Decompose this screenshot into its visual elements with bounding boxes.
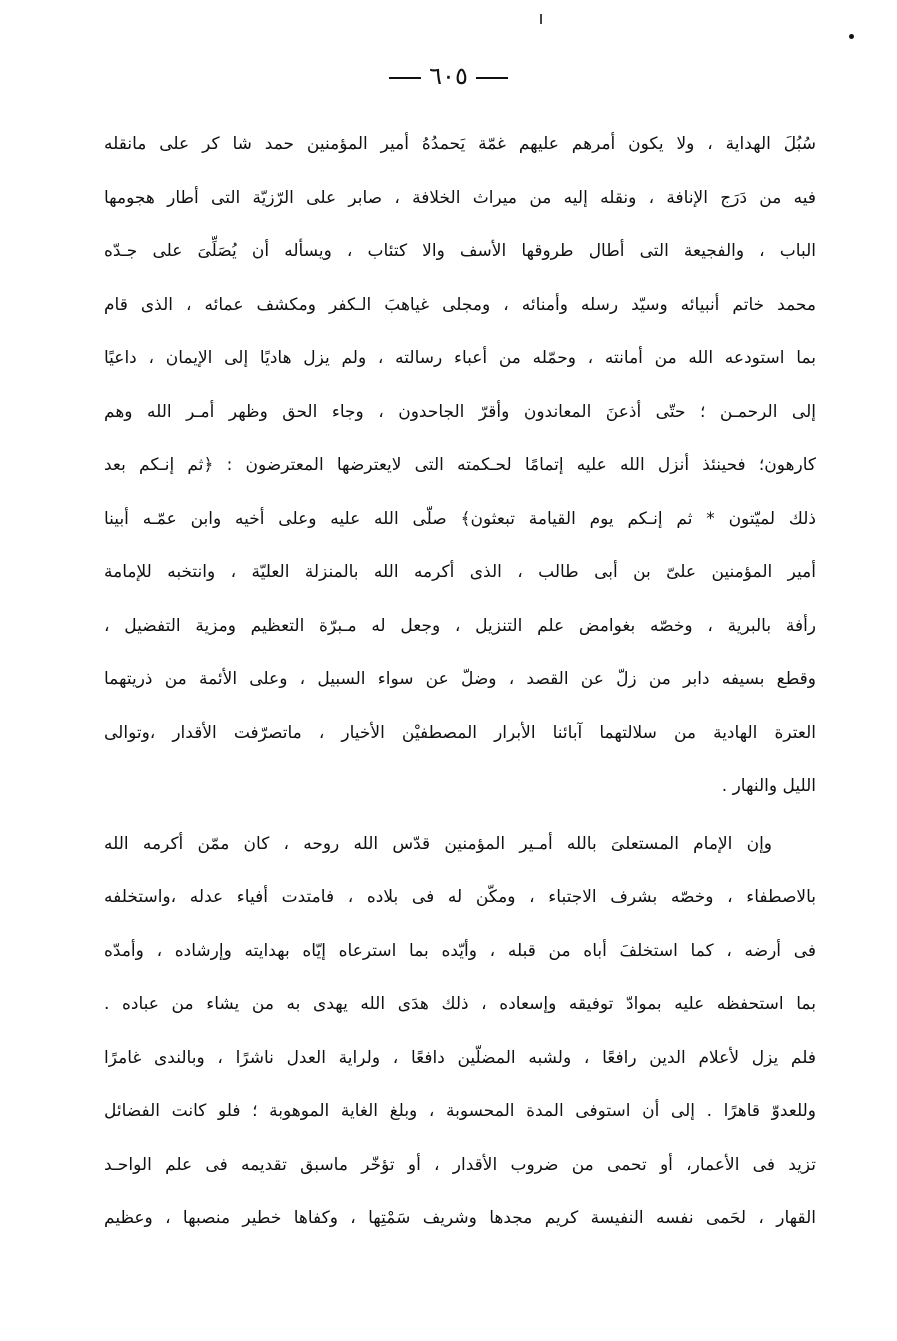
- text-line: سُبُلَ الهداية ، ولا يكون أمرهم عليهم غمّة يَحمدُهُ أمير المؤمنين حمد شا كر على مانقله: [104, 134, 816, 154]
- text-line: ذلك لميّتون * ثم إنـكم يوم القيامة تبعثون﴾ صلّى الله عليه وعلى أخيه وابن عمّـه أبينا: [104, 508, 816, 529]
- text-line: الباب ، والفجيعة التى أطال طروقها الأسف والا كتئاب ، ويسأله أن يُصَلِّىَ على جـدّه: [104, 241, 816, 261]
- paragraph-2: [104, 818, 816, 1246]
- body-text: [104, 118, 816, 1246]
- text-line: الليل والنهار .: [721, 776, 816, 796]
- text-line: بالاصطفاء ، وخصّه بشرف الاجتباء ، ومكّن له فى بلاده ، فامتدت أفياء عدله ،واستخلفه: [104, 887, 816, 907]
- page-number-dash-left: [389, 77, 421, 79]
- page-number-dash-right: [476, 77, 508, 79]
- text-line: بما استحفظه عليه بموادّ توفيقه وإسعاده ، ذلك هدَى الله يهدى به من يشاء من عباده .: [104, 994, 816, 1014]
- text-line: وإن الإمام المستعلىَ بالله أمـير المؤمنين قدّس الله روحه ، كان ممّن أكرمه الله: [104, 833, 772, 854]
- text-line: وللعدوّ قاهرًا . إلى أن استوفى المدة المحسوبة ، وبلغ الغاية الموهوبة ؛ فلو كانت الفضائل: [104, 1101, 816, 1121]
- text-line: أمير المؤمنين علىّ بن أبى طالب ، الذى أكرمه الله بالمنزلة العليّة ، وانتخبه للإمامة: [104, 562, 816, 582]
- text-line: بما استودعه الله من أمانته ، وحمّله من أعباء رسالته ، ولم يزل هاديًا إلى الإيمان ، داعيًا: [104, 348, 816, 368]
- text-line: فى أرضه ، كما استخلفَ أباه من قبله ، وأيّده بما استرعاه إيّاه بهدايته وإرشاده ، وأمدّه: [104, 940, 816, 961]
- text-line: فلم يزل لأعلام الدين رافعًا ، ولشبه المضلّين دافعًا ، ولراية العدل ناشرًا ، وبالندى غامرًا: [104, 1047, 816, 1068]
- text-line: وقطع بسيفه دابر من زلّ عن القصد ، وضلّ عن سواء السبيل ، وعلى الأئمة من ذريتهما: [104, 669, 816, 689]
- paragraph-1: [104, 118, 816, 814]
- text-line: كارهون؛ فحينئذ أنزل الله عليه إتمامًا لحـكمته التى لايعترضها المعترضون : ﴿ثم إنـكم بعد: [104, 455, 816, 475]
- text-line: فيه من دَرَج الإنافة ، ونقله إليه من ميراث الخلافة ، صابر على الرّزيّة التى أطار هجومها: [104, 187, 816, 208]
- ink-speck: [849, 34, 854, 39]
- text-line: محمد خاتم أنبيائه وسيّد رسله وأمنائه ، ومجلى غياهبَ الـكفر ومكشف عمائه ، الذى قام: [104, 294, 816, 315]
- text-line: العترة الهادية من سلالتهما آبائنا الأبرار المصطفيْن الأخيار ، ماتصرّفت الأقدار ،وتوالى: [104, 722, 816, 743]
- text-line: رأفة بالبرية ، وخصّه بغوامض علم التنزيل ، وجعل له مـبرّة التعظيم ومزية التفضيل ،: [104, 615, 816, 636]
- page-number: [0, 62, 897, 90]
- ink-mark: [540, 14, 542, 24]
- page-number-text: ٦٠٥: [429, 62, 468, 90]
- text-line: تزيد فى الأعمار، أو تحمى من ضروب الأقدار ، أو تؤخّر ماسبق تقديمه فى علم الواحـد: [104, 1154, 816, 1175]
- text-line: إلى الرحمـن ؛ حتّى أذعنَ المعاندون وأقرّ الجاحدون ، وجاء الحق وظهر أمـر الله وهم: [104, 401, 816, 422]
- text-line: القهار ، لحَمى نفسه النفيسة كريم مجدها وشريف سَمْتِها ، وكفاها خطير منصبها ، وعظيم: [104, 1208, 816, 1228]
